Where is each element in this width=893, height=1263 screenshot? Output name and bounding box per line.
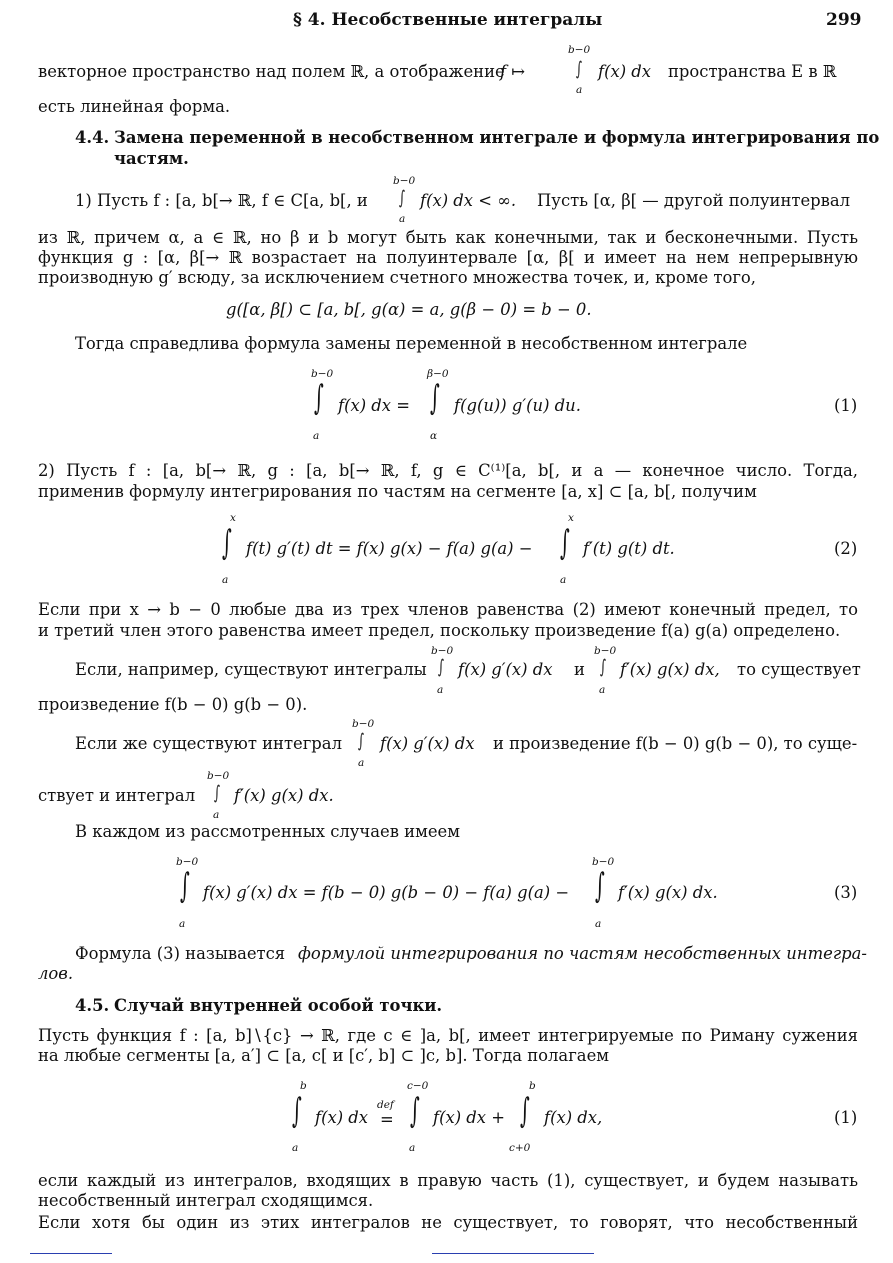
text-line: производную g′ всюду, за исключением счетного множества точек, и, кроме того,: [38, 268, 757, 287]
integral-lower-limit: a: [437, 684, 444, 696]
integral-upper-limit: b−0: [568, 44, 591, 56]
text-line: векторное пространство над полем ℝ, а отображение: [38, 62, 505, 81]
integral-sign: ∫: [438, 656, 444, 678]
text-line: Пусть функция f : [a, b]∖{c} → ℝ, где c ∈ ]a, b[, имеет интегрируемые по Риману сужения: [38, 1026, 858, 1045]
integral-sign: ∫: [520, 1091, 530, 1131]
integral-upper-limit: b−0: [594, 645, 617, 657]
integral-sign: ∫: [410, 1091, 420, 1131]
integral-upper-limit: x: [230, 512, 236, 524]
page-number: 299: [826, 10, 862, 30]
text-line: Тогда справедлива формула замены переменной в несобственном интеграле: [75, 334, 748, 353]
integral-sign: ∫: [399, 187, 405, 209]
integral-upper-limit: b−0: [311, 368, 334, 380]
integral-sign: ∫: [600, 656, 606, 678]
text-line: и: [574, 660, 585, 679]
equation-number: (2): [834, 539, 858, 558]
text-line: есть линейная форма.: [38, 97, 231, 116]
text-line: если каждый из интегралов, входящих в правую часть (1), существует, и будем называть: [38, 1171, 858, 1190]
integral-lower-limit: a: [560, 574, 567, 586]
equation-lhs: f(x) g′(x) dx = f(b − 0) g(b − 0) − f(a) g(a) −: [203, 883, 570, 902]
text-line: Если, например, существуют интегралы: [75, 660, 427, 679]
footer-rule: [432, 1253, 594, 1254]
integral-lower-limit: a: [595, 918, 602, 930]
text-line: ствует и интеграл: [38, 786, 196, 805]
integral-lower-limit: a: [213, 809, 220, 821]
equation-rhs: f(g(u)) g′(u) du.: [454, 396, 581, 415]
integral-upper-limit: β−0: [427, 368, 449, 380]
text-line: Если же существуют интеграл: [75, 734, 342, 753]
integral-lower-limit: a: [576, 84, 583, 96]
definition-term: формулой интегрирования по частям несобственных интегра-: [298, 944, 867, 963]
definition-term-cont: лов.: [38, 964, 74, 983]
text-line: Если хотя бы один из этих интегралов не существует, то говорят, что несобственный: [38, 1213, 858, 1232]
integral-lower-limit: a: [179, 918, 186, 930]
text-line: Формула (3) называется: [75, 944, 286, 963]
text-line: и произведение f(b − 0) g(b − 0), то суще-: [493, 734, 858, 753]
section-title: Случай внутренней особой точки.: [114, 996, 443, 1015]
integral-sign: ∫: [358, 730, 364, 752]
integral-lower-limit: a: [292, 1142, 299, 1154]
text-line: применив формулу интегрирования по частям на сегменте [a, x] ⊂ [a, b[, получим: [38, 482, 757, 501]
def-equals: =: [380, 1110, 394, 1129]
integral-lower-limit: a: [409, 1142, 416, 1154]
text-line: В каждом из рассмотренных случаев имеем: [75, 822, 460, 841]
integral-upper-limit: b−0: [431, 645, 454, 657]
integral-upper-limit: x: [568, 512, 574, 524]
math-integrand: f′(x) g(x) dx.: [234, 786, 334, 805]
integral-upper-limit: b−0: [592, 856, 615, 868]
text-line: на любые сегменты [a, a′] ⊂ [a, c[ и [c′, b] ⊂ ]c, b]. Тогда полагаем: [38, 1046, 610, 1065]
integral-upper-limit: b−0: [207, 770, 230, 782]
text-line: Если при x → b − 0 любые два из трех членов равенства (2) имеют конечный предел, то: [38, 600, 858, 619]
integral-sign: ∫: [595, 866, 605, 906]
equation-lhs: f(t) g′(t) dt = f(x) g(x) − f(a) g(a) −: [246, 539, 533, 558]
integral-upper-limit: c−0: [407, 1080, 429, 1092]
equation-number: (3): [834, 883, 858, 902]
math-integrand: f(x) dx: [598, 62, 652, 81]
equation-number: (1): [834, 396, 858, 415]
section-number: 4.4.: [75, 128, 110, 147]
text-line: функция g : [α, β[→ ℝ возрастает на полуинтервале [α, β[ и имеет на нем непрерывную: [38, 248, 858, 267]
integral-lower-limit: c+0: [509, 1142, 531, 1154]
integral-upper-limit: b−0: [352, 718, 375, 730]
display-condition: g([α, β[) ⊂ [a, b[, g(α) = a, g(β − 0) = b − 0.: [226, 300, 592, 319]
section-title-cont: частям.: [114, 149, 189, 168]
integral-lower-limit: a: [599, 684, 606, 696]
integral-upper-limit: b−0: [176, 856, 199, 868]
integral-sign: ∫: [292, 1091, 302, 1131]
text-line: и третий член этого равенства имеет предел, поскольку произведение f(a) g(a) определено.: [38, 621, 841, 640]
equation-rhs: f′(x) g(x) dx.: [618, 883, 718, 902]
footer-rule: [30, 1253, 112, 1254]
integral-sign: ∫: [430, 378, 440, 418]
section-number: 4.5.: [75, 996, 110, 1015]
running-header-title: § 4. Несобственные интегралы: [293, 10, 603, 30]
equation-term: f(x) dx,: [544, 1108, 603, 1127]
text-line: пространства E в ℝ: [668, 62, 837, 81]
text-line: из ℝ, причем α, a ∈ ℝ, но β и b могут быть как конечными, так и бесконечными. Пусть: [38, 228, 858, 247]
integral-lower-limit: a: [399, 213, 406, 225]
equation-rhs: f′(t) g(t) dt.: [583, 539, 675, 558]
text-line: 2) Пусть f : [a, b[→ ℝ, g : [a, b[→ ℝ, f, g ∈ C⁽¹⁾[a, b[, и a — конечное число. Тогда,: [38, 461, 858, 480]
equation-lhs: f(x) dx: [315, 1108, 369, 1127]
integral-sign: ∫: [222, 523, 232, 563]
math-integrand: f(x) dx < ∞.: [420, 191, 517, 210]
text-line: Пусть [α, β[ — другой полуинтервал: [537, 191, 851, 210]
section-title: Замена переменной в несобственном интеграле и формула интегрирования по: [114, 128, 880, 147]
text-line: несобственный интеграл сходящимся.: [38, 1191, 374, 1210]
integral-lower-limit: α: [430, 430, 438, 442]
integral-lower-limit: a: [313, 430, 320, 442]
integral-upper-limit: b: [300, 1080, 307, 1092]
integral-sign: ∫: [214, 782, 220, 804]
integral-lower-limit: a: [222, 574, 229, 586]
math-integrand: f(x) g′(x) dx: [380, 734, 475, 753]
text-line: то существует: [737, 660, 861, 679]
text-line: 1) Пусть f : [a, b[→ ℝ, f ∈ C[a, b[, и: [75, 191, 368, 210]
equation-number: (1): [834, 1108, 858, 1127]
text-line: произведение f(b − 0) g(b − 0).: [38, 695, 308, 714]
integral-sign: ∫: [180, 866, 190, 906]
integral-sign: ∫: [560, 523, 570, 563]
integral-lower-limit: a: [358, 757, 365, 769]
integral-upper-limit: b: [529, 1080, 536, 1092]
equation-term: f(x) dx +: [433, 1108, 505, 1127]
def-label: def: [377, 1099, 394, 1111]
equation-lhs: f(x) dx =: [338, 396, 410, 415]
integral-upper-limit: b−0: [393, 175, 416, 187]
integral-sign: ∫: [576, 58, 582, 80]
math-map: f ↦: [500, 62, 526, 81]
math-integrand: f′(x) g(x) dx,: [620, 660, 720, 679]
math-integrand: f(x) g′(x) dx: [458, 660, 553, 679]
integral-sign: ∫: [314, 378, 324, 418]
